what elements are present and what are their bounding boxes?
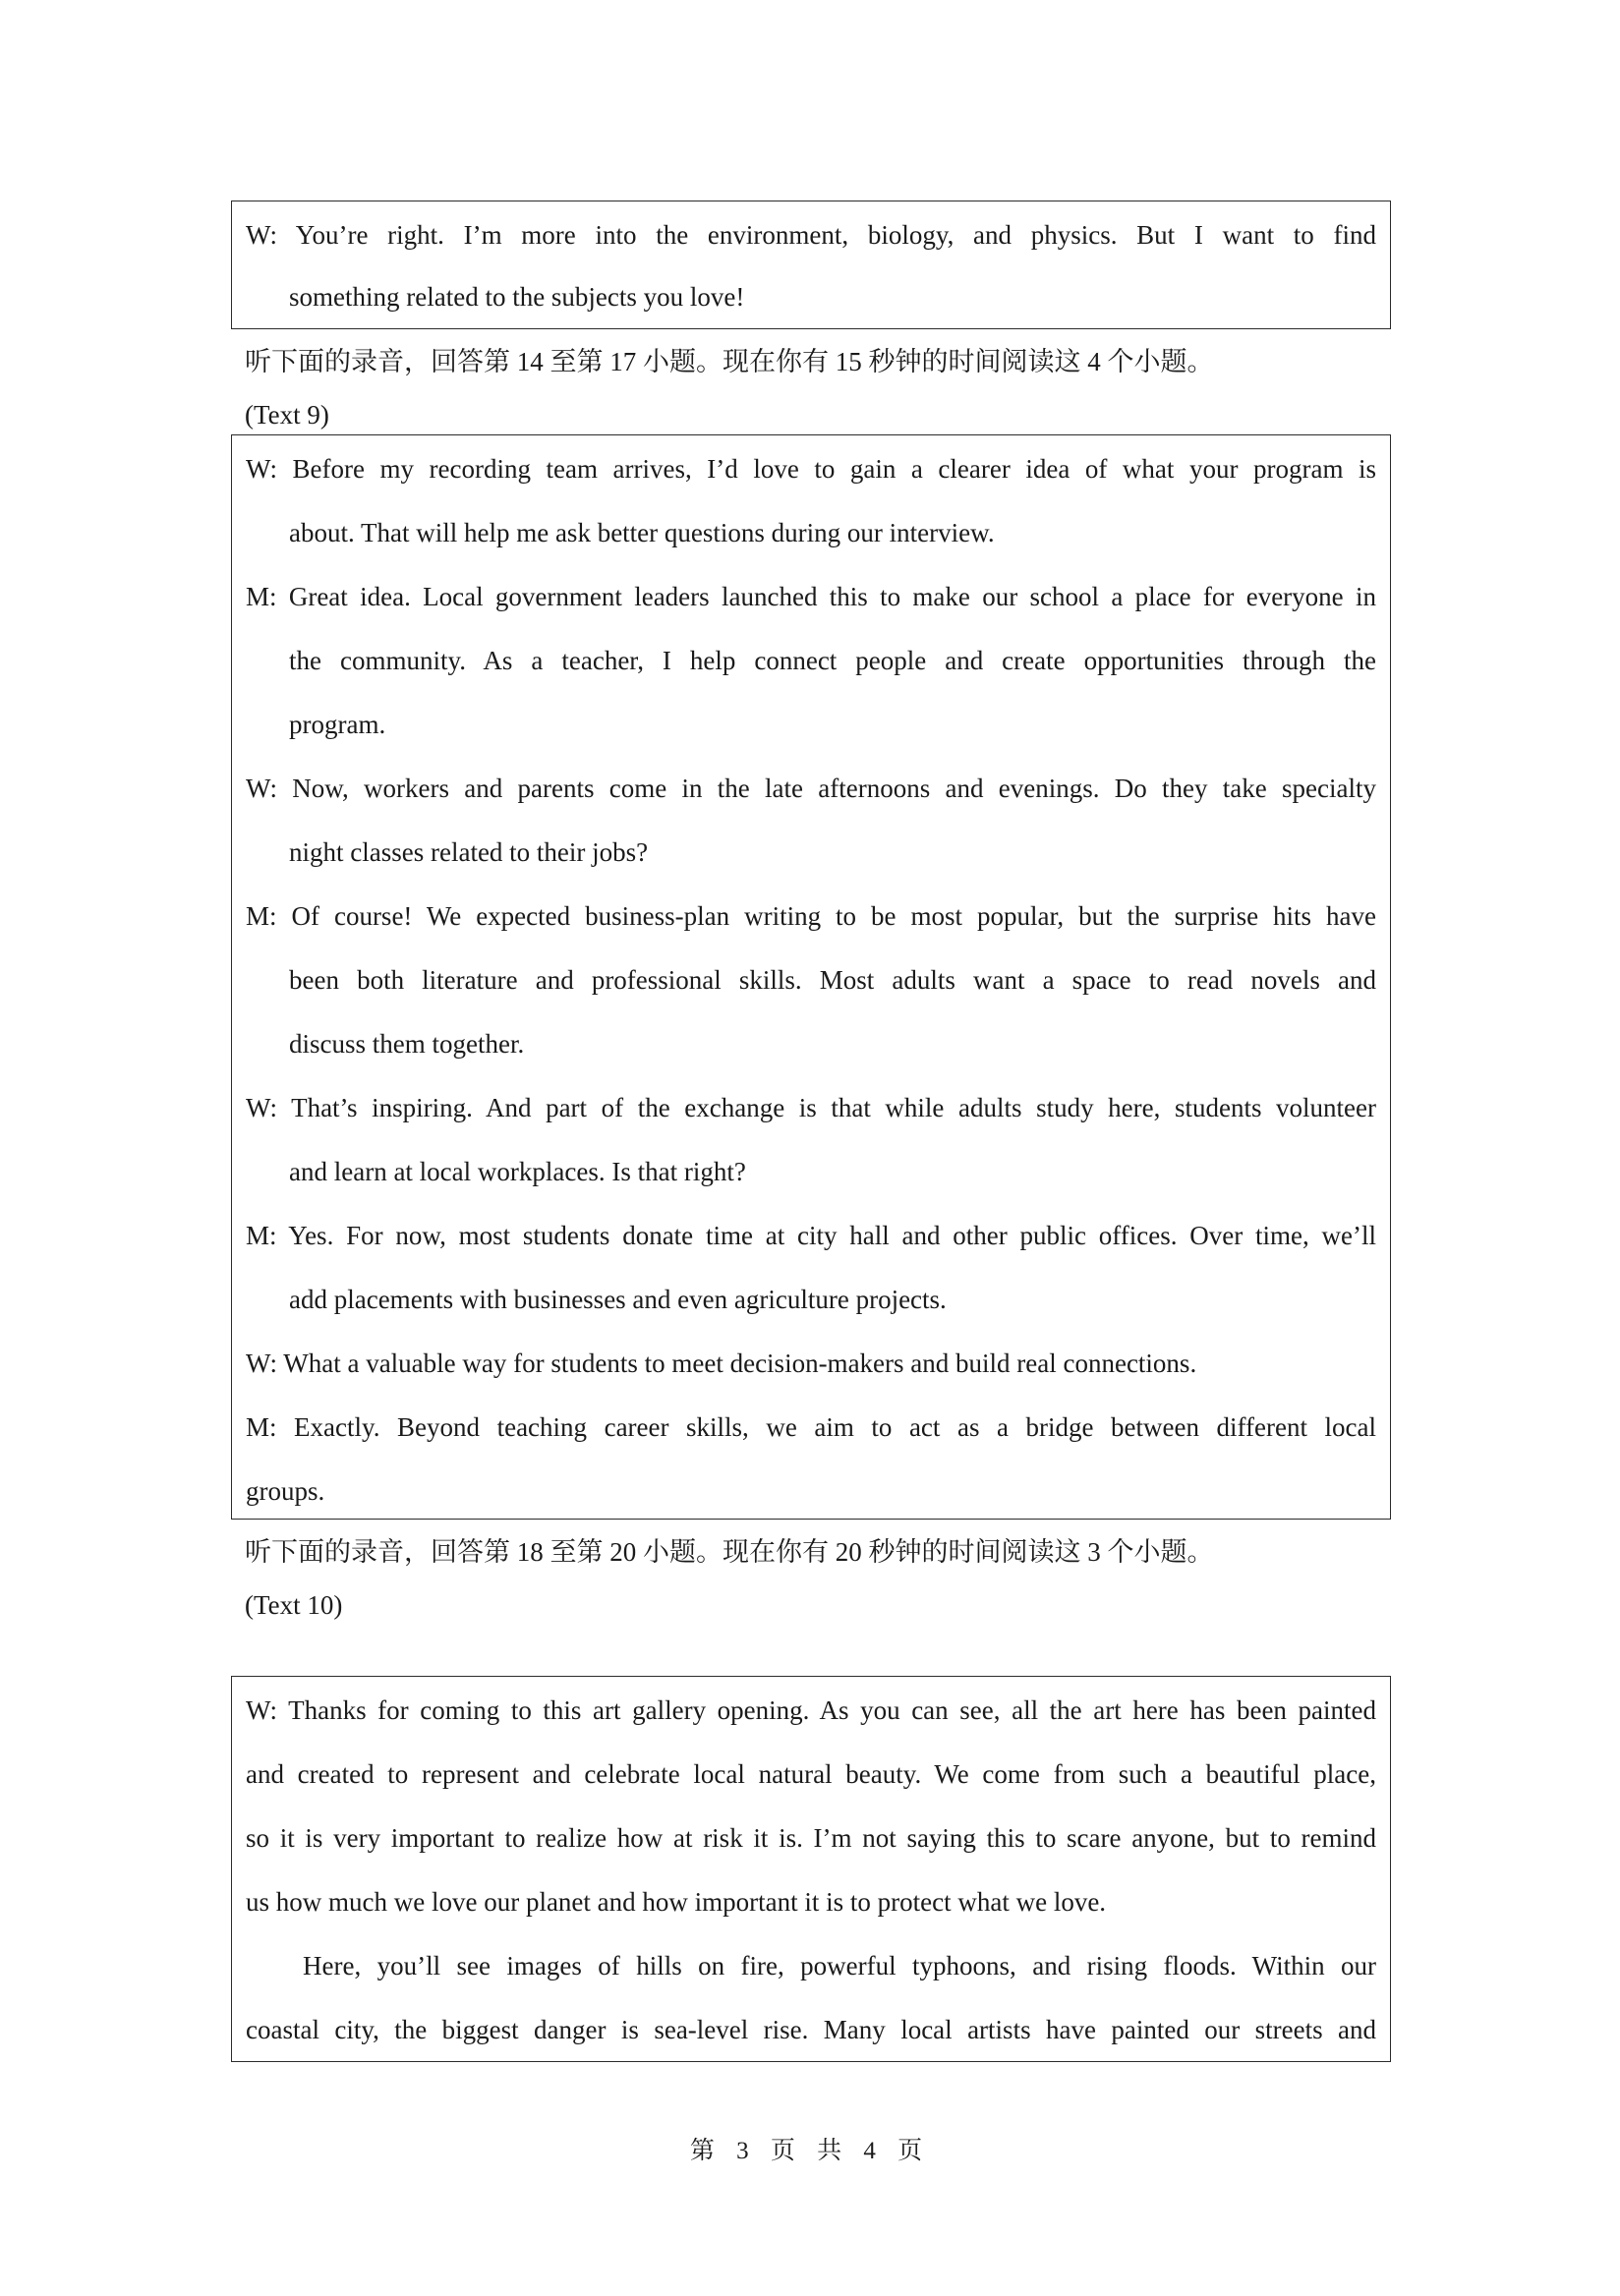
monologue-line: and created to represent and celebrate local natural beauty. We come from such a beautiful place,	[246, 1759, 1376, 1789]
monologue-line: coastal city, the biggest danger is sea-level rise. Many local artists have painted our streets and	[246, 2015, 1376, 2044]
dialogue-line: M: Yes. For now, most students donate time at city hall and other public offices. Over time, we’ll	[246, 1221, 1376, 1250]
dialogue-line: and learn at local workplaces. Is that right?	[289, 1157, 746, 1186]
dialogue-line: M: Of course! We expected business-plan writing to be most popular, but the surprise hits have	[246, 901, 1376, 931]
dialogue-line: W: Before my recording team arrives, I’d love to gain a clearer idea of what your program is	[246, 454, 1376, 484]
text-label: (Text 9)	[245, 400, 329, 430]
dialogue-line: W: You’re right. I’m more into the environment, biology, and physics. But I want to find	[246, 220, 1376, 250]
text-label: (Text 10)	[245, 1590, 343, 1620]
dialogue-line: W: What a valuable way for students to meet decision-makers and build real connections.	[246, 1349, 1197, 1378]
dialogue-line: M: Great idea. Local government leaders launched this to make our school a place for everyone in	[246, 582, 1376, 611]
monologue-line: so it is very important to realize how at risk it is. I’m not saying this to scare anyone, but to remind	[246, 1823, 1376, 1853]
dialogue-line: W: Now, workers and parents come in the late afternoons and evenings. Do they take specialty	[246, 774, 1376, 803]
dialogue-line: groups.	[246, 1476, 325, 1506]
monologue-box	[231, 1676, 1391, 2062]
dialogue-line: discuss them together.	[289, 1029, 525, 1059]
instruction-text: 听下面的录音，回答第 18 至第 20 小题。现在你有 20 秒钟的时间阅读这 3 个小题。	[245, 1537, 1214, 1567]
dialogue-line: the community. As a teacher, I help connect people and create opportunities through the	[289, 646, 1376, 675]
monologue-line: W: Thanks for coming to this art gallery opening. As you can see, all the art here has been painted	[246, 1695, 1376, 1725]
dialogue-box-1	[231, 201, 1391, 329]
dialogue-line: been both literature and professional skills. Most adults want a space to read novels and	[289, 965, 1376, 995]
dialogue-line: about. That will help me ask better questions during our interview.	[289, 518, 995, 547]
instruction-text: 听下面的录音，回答第 14 至第 17 小题。现在你有 15 秒钟的时间阅读这 4 个小题。	[245, 347, 1214, 376]
dialogue-line: M: Exactly. Beyond teaching career skills, we aim to act as a bridge between different local	[246, 1412, 1376, 1442]
dialogue-line: program.	[289, 710, 386, 739]
page-number: 第 3 页 共 4 页	[689, 2138, 931, 2164]
dialogue-line: something related to the subjects you love!	[289, 282, 745, 312]
monologue-line: Here, you’ll see images of hills on fire, powerful typhoons, and rising floods. Within our	[303, 1951, 1376, 1980]
dialogue-line: night classes related to their jobs?	[289, 837, 649, 867]
dialogue-line: W: That’s inspiring. And part of the exchange is that while adults study here, students volunteer	[246, 1093, 1376, 1122]
dialogue-box-2	[231, 434, 1391, 1520]
monologue-line: us how much we love our planet and how important it is to protect what we love.	[246, 1887, 1107, 1917]
dialogue-line: add placements with businesses and even agriculture projects.	[289, 1285, 947, 1314]
